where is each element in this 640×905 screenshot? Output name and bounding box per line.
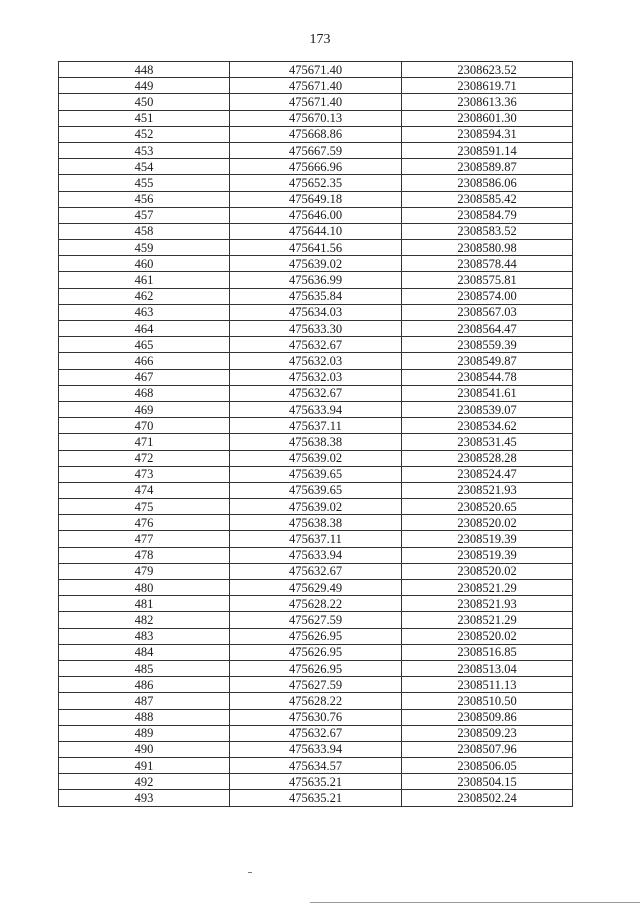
point-number-cell: 468 [59,385,230,401]
x-coordinate-cell: 475629.49 [230,580,402,596]
point-number-cell: 454 [59,159,230,175]
y-coordinate-cell: 2308507.96 [402,741,573,757]
point-number-cell: 449 [59,78,230,94]
x-coordinate-cell: 475627.59 [230,612,402,628]
x-coordinate-cell: 475639.02 [230,450,402,466]
point-number-cell: 470 [59,418,230,434]
y-coordinate-cell: 2308520.65 [402,499,573,515]
x-coordinate-cell: 475630.76 [230,709,402,725]
table-row [59,644,573,660]
y-coordinate-cell: 2308586.06 [402,175,573,191]
y-coordinate-cell: 2308575.81 [402,272,573,288]
point-number-cell: 491 [59,758,230,774]
scan-mark [248,872,252,873]
table-row [59,580,573,596]
x-coordinate-cell: 475667.59 [230,142,402,158]
point-number-cell: 475 [59,499,230,515]
y-coordinate-cell: 2308509.86 [402,709,573,725]
table-row [59,207,573,223]
table-row [59,369,573,385]
table-row [59,660,573,676]
x-coordinate-cell: 475636.99 [230,272,402,288]
x-coordinate-cell: 475671.40 [230,62,402,78]
x-coordinate-cell: 475632.67 [230,725,402,741]
table-row [59,126,573,142]
page-number: 173 [309,32,331,47]
x-coordinate-cell: 475644.10 [230,223,402,239]
y-coordinate-cell: 2308521.29 [402,580,573,596]
y-coordinate-cell: 2308520.02 [402,628,573,644]
x-coordinate-cell: 475634.57 [230,758,402,774]
y-coordinate-cell: 2308519.39 [402,547,573,563]
table-row [59,677,573,693]
coordinates-table [58,61,573,807]
y-coordinate-cell: 2308534.62 [402,418,573,434]
y-coordinate-cell: 2308506.05 [402,758,573,774]
point-number-cell: 466 [59,353,230,369]
x-coordinate-cell: 475626.95 [230,660,402,676]
x-coordinate-cell: 475627.59 [230,677,402,693]
x-coordinate-cell: 475632.67 [230,337,402,353]
point-number-cell: 456 [59,191,230,207]
x-coordinate-cell: 475641.56 [230,240,402,256]
y-coordinate-cell: 2308619.71 [402,78,573,94]
point-number-cell: 484 [59,644,230,660]
table-row [59,628,573,644]
y-coordinate-cell: 2308585.42 [402,191,573,207]
y-coordinate-cell: 2308531.45 [402,434,573,450]
scan-edge-line [310,902,640,903]
point-number-cell: 477 [59,531,230,547]
y-coordinate-cell: 2308544.78 [402,369,573,385]
table-row [59,482,573,498]
point-number-cell: 462 [59,288,230,304]
table-row [59,304,573,320]
point-number-cell: 458 [59,223,230,239]
table-row [59,78,573,94]
point-number-cell: 489 [59,725,230,741]
x-coordinate-cell: 475632.67 [230,563,402,579]
point-number-cell: 451 [59,110,230,126]
y-coordinate-cell: 2308521.29 [402,612,573,628]
table-row [59,223,573,239]
y-coordinate-cell: 2308623.52 [402,62,573,78]
y-coordinate-cell: 2308601.30 [402,110,573,126]
coordinates-table-body [59,62,573,807]
y-coordinate-cell: 2308504.15 [402,774,573,790]
table-row [59,256,573,272]
table-row [59,434,573,450]
x-coordinate-cell: 475637.11 [230,418,402,434]
y-coordinate-cell: 2308613.36 [402,94,573,110]
x-coordinate-cell: 475637.11 [230,531,402,547]
point-number-cell: 464 [59,321,230,337]
y-coordinate-cell: 2308594.31 [402,126,573,142]
y-coordinate-cell: 2308520.02 [402,563,573,579]
y-coordinate-cell: 2308539.07 [402,401,573,417]
x-coordinate-cell: 475632.03 [230,369,402,385]
point-number-cell: 480 [59,580,230,596]
y-coordinate-cell: 2308589.87 [402,159,573,175]
y-coordinate-cell: 2308591.14 [402,142,573,158]
point-number-cell: 460 [59,256,230,272]
table-row [59,790,573,806]
x-coordinate-cell: 475649.18 [230,191,402,207]
point-number-cell: 467 [59,369,230,385]
y-coordinate-cell: 2308559.39 [402,337,573,353]
point-number-cell: 471 [59,434,230,450]
x-coordinate-cell: 475632.03 [230,353,402,369]
x-coordinate-cell: 475633.94 [230,547,402,563]
x-coordinate-cell: 475639.65 [230,482,402,498]
table-row [59,159,573,175]
x-coordinate-cell: 475639.02 [230,256,402,272]
table-row [59,531,573,547]
x-coordinate-cell: 475639.65 [230,466,402,482]
y-coordinate-cell: 2308578.44 [402,256,573,272]
y-coordinate-cell: 2308580.98 [402,240,573,256]
table-row [59,272,573,288]
table-row [59,741,573,757]
y-coordinate-cell: 2308521.93 [402,482,573,498]
x-coordinate-cell: 475635.21 [230,790,402,806]
x-coordinate-cell: 475639.02 [230,499,402,515]
table-row [59,547,573,563]
table-row [59,191,573,207]
point-number-cell: 461 [59,272,230,288]
point-number-cell: 483 [59,628,230,644]
point-number-cell: 478 [59,547,230,563]
point-number-cell: 463 [59,304,230,320]
point-number-cell: 479 [59,563,230,579]
point-number-cell: 453 [59,142,230,158]
x-coordinate-cell: 475626.95 [230,644,402,660]
x-coordinate-cell: 475628.22 [230,693,402,709]
point-number-cell: 452 [59,126,230,142]
table-row [59,175,573,191]
point-number-cell: 469 [59,401,230,417]
x-coordinate-cell: 475633.94 [230,401,402,417]
y-coordinate-cell: 2308541.61 [402,385,573,401]
point-number-cell: 488 [59,709,230,725]
point-number-cell: 457 [59,207,230,223]
table-row [59,418,573,434]
point-number-cell: 490 [59,741,230,757]
table-row [59,321,573,337]
y-coordinate-cell: 2308528.28 [402,450,573,466]
y-coordinate-cell: 2308564.47 [402,321,573,337]
table-row [59,62,573,78]
table-row [59,385,573,401]
x-coordinate-cell: 475635.21 [230,774,402,790]
point-number-cell: 450 [59,94,230,110]
table-row [59,612,573,628]
x-coordinate-cell: 475628.22 [230,596,402,612]
x-coordinate-cell: 475633.30 [230,321,402,337]
point-number-cell: 476 [59,515,230,531]
x-coordinate-cell: 475671.40 [230,78,402,94]
point-number-cell: 485 [59,660,230,676]
y-coordinate-cell: 2308583.52 [402,223,573,239]
table-row [59,693,573,709]
table-row [59,353,573,369]
x-coordinate-cell: 475638.38 [230,434,402,450]
table-row [59,515,573,531]
x-coordinate-cell: 475646.00 [230,207,402,223]
table-row [59,94,573,110]
y-coordinate-cell: 2308510.50 [402,693,573,709]
point-number-cell: 459 [59,240,230,256]
x-coordinate-cell: 475671.40 [230,94,402,110]
table-row [59,774,573,790]
table-row [59,596,573,612]
y-coordinate-cell: 2308513.04 [402,660,573,676]
point-number-cell: 465 [59,337,230,353]
x-coordinate-cell: 475670.13 [230,110,402,126]
y-coordinate-cell: 2308520.02 [402,515,573,531]
table-row [59,142,573,158]
point-number-cell: 487 [59,693,230,709]
point-number-cell: 448 [59,62,230,78]
point-number-cell: 492 [59,774,230,790]
x-coordinate-cell: 475626.95 [230,628,402,644]
x-coordinate-cell: 475633.94 [230,741,402,757]
table-row [59,563,573,579]
y-coordinate-cell: 2308584.79 [402,207,573,223]
table-row [59,110,573,126]
table-row [59,725,573,741]
point-number-cell: 474 [59,482,230,498]
x-coordinate-cell: 475632.67 [230,385,402,401]
table-row [59,499,573,515]
table-row [59,337,573,353]
table-row [59,758,573,774]
x-coordinate-cell: 475668.86 [230,126,402,142]
y-coordinate-cell: 2308516.85 [402,644,573,660]
y-coordinate-cell: 2308524.47 [402,466,573,482]
x-coordinate-cell: 475634.03 [230,304,402,320]
y-coordinate-cell: 2308521.93 [402,596,573,612]
table-row [59,709,573,725]
y-coordinate-cell: 2308549.87 [402,353,573,369]
point-number-cell: 473 [59,466,230,482]
point-number-cell: 481 [59,596,230,612]
x-coordinate-cell: 475652.35 [230,175,402,191]
y-coordinate-cell: 2308574.00 [402,288,573,304]
point-number-cell: 472 [59,450,230,466]
y-coordinate-cell: 2308567.03 [402,304,573,320]
table-row [59,401,573,417]
y-coordinate-cell: 2308509.23 [402,725,573,741]
table-row [59,240,573,256]
table-row [59,288,573,304]
point-number-cell: 493 [59,790,230,806]
point-number-cell: 482 [59,612,230,628]
y-coordinate-cell: 2308511.13 [402,677,573,693]
x-coordinate-cell: 475635.84 [230,288,402,304]
x-coordinate-cell: 475638.38 [230,515,402,531]
point-number-cell: 455 [59,175,230,191]
point-number-cell: 486 [59,677,230,693]
y-coordinate-cell: 2308519.39 [402,531,573,547]
y-coordinate-cell: 2308502.24 [402,790,573,806]
table-row [59,466,573,482]
x-coordinate-cell: 475666.96 [230,159,402,175]
table-row [59,450,573,466]
